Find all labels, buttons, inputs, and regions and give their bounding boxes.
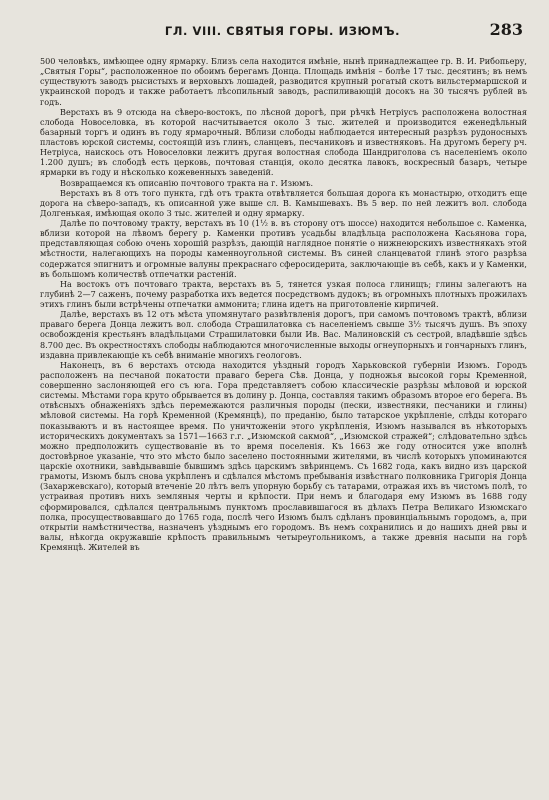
page-number: 283 bbox=[489, 20, 523, 39]
paragraph: Далѣе по почтовому тракту, верстахъ въ 10 (1½ в. въ сторону отъ шоссе) находится небольшое с. Каменка, вблизи которой на лѣвомъ берегу р. Каменки противъ усадьбы владѣльца расположена Касьянова гора, представляющая собою очень хорошій разрѣзъ, дающій наглядное понятіе о нижнеюрскихъ известнякахъ этой мѣстности, налегающихъ на породы каменноугольной системы. Въ синей сланцеватой глинѣ этого разрѣза содержатся эпигнитъ и огромные валуны прекраснаго сферосидерита, заключающіе въ себѣ, какъ и у Каменки, въ большомъ количествѣ отпечатки растеній. bbox=[40, 218, 527, 279]
running-title: ГЛ. VIII. СВЯТЫЯ ГОРЫ. ИЗЮМЪ. bbox=[164, 24, 401, 38]
page-header bbox=[40, 20, 525, 46]
paragraph: Верстахъ въ 9 отсюда на сѣверо-востокъ, по лѣсной дорогѣ, при рѣчкѣ Нетріусъ расположена волостная слобода Новоселовка, въ которой насчитывается около 3 тыс. жителей и производится еженедѣльный базарный торгъ и одинъ въ году ярмарочный. Вблизи слободы наблюдается интересный разрѣзъ рудоносныхъ пластовъ юрской системы, состоящій изъ глинъ, сланцевъ, песчаниковъ и известняковъ. На другомъ берегу рч. Нетріуса, наискось отъ Новоселовки лежитъ другая волостная слобода Шандриголова съ населеніемъ около 1.200 душъ; въ слободѣ есть церковь, почтовая станція, около десятка лавокъ, воскресный базаръ, четыре ярмарки въ году и нѣсколько кожевенныхъ заведеній. bbox=[40, 106, 527, 178]
paragraph: 500 человѣкъ, имѣющее одну ярмарку. Близъ села находится имѣніе, нынѣ принадлежащее гр. В. И. Рибопьеру, „Святыя Горы“, расположенное по обоимъ берегамъ Донца. Площадь имѣнія – болѣе 17 тыс. десятинъ; въ немъ существуютъ заводъ рысистыхъ и верховыхъ лошадей, разводится крупный рогатый скотъ вильстермаршской и украинской породъ и также работаетъ лѣсопильный заводъ, распиливающій досокъ на 30 тысячъ рублей въ годъ. bbox=[40, 56, 527, 107]
paragraph: Возвращаемся къ описанію почтового тракта на г. Изюмъ. bbox=[60, 177, 314, 188]
paragraph: На востокъ отъ почтоваго тракта, верстахъ въ 5, тянется узкая полоса глинищъ; глины залегаютъ на глубинѣ 2—7 саженъ, почему разработка ихъ ведется посредствомъ дудокъ; въ огромныхъ плотныхъ прожилахъ этихъ глинъ были встрѣчены отпечатки аммонита; глина идетъ на приготовленіе кирпичей. bbox=[40, 278, 527, 309]
paragraph: Далѣе, верстахъ въ 12 отъ мѣста упомянутаго развѣтвленія дорогъ, при самомъ почтовомъ трактѣ, вблизи праваго берега Донца лежитъ вол. слобода Страшилатовка съ населеніемъ свыше 3½ тысячъ душъ. Въ эпоху освобожденія крестьянъ владѣльцами Страшилатовки были Ив. Вас. Малиновскій съ сестрой, владѣвшіе здѣсь 8.700 дес. Въ окрестностяхъ слободы наблюдаются многочисленные выходы огнеупорныхъ и гончарныхъ глинъ, издавна привлекающіе къ себѣ вниманіе многихъ геологовъ. bbox=[40, 309, 527, 360]
paragraph: Верстахъ въ 8 отъ того пункта, гдѣ отъ тракта отвѣтвляется большая дорога къ монастырю, отходитъ еще дорога на сѣверо-западъ, къ описанной уже выше сл. В. Камышевахъ. Въ 5 вер. по ней лежитъ вол. слобода Долгенькая, имѣющая около 3 тыс. жителей и одну ярмарку. bbox=[40, 187, 527, 218]
body-text bbox=[40, 56, 527, 552]
paragraph: Наконецъ, въ 6 верстахъ отсюда находится уѣздный городъ Харьковской губерніи Изюмъ. Городъ расположенъ на песчаной покатости праваго берега Сѣв. Донца, у подножья высокой горы Кременной, совершенно заслоняющей его съ юга. Гора представляетъ собою классическіе разрѣзы мѣловой и юрской системы. Мѣстами гора круто обрывается въ долину р. Донца, составляя такимъ образомъ второе его берега. Въ отвѣсныхъ обнаженіяхъ здѣсь перемежаются различныя породы (пески, известняки, песчаники и глины) мѣловой системы. На горѣ Кременной (Кремянцѣ), по преданію, было татарское укрѣпленіе, слѣды котораго показываютъ и въ настоящее время. По уничтоженіи этого укрѣпленія, Изюмъ назывался въ нѣкоторыхъ историческихъ документахъ за 1571—1663 г.г. „Изюмской сакмой“, „Изюмской стражей“; слѣдовательно здѣсь можно предположить существованіе въ то время поселенія. Къ 1663 же году относится уже вполнѣ достовѣрное указаніе, что это мѣсто было заселено постоянными жителями, въ числѣ которыхъ упоминаются царскіе охотники, завѣдывавшіе бывшимъ здѣсь царскимъ звѣринцемъ. Съ 1682 года, какъ видно изъ царской грамоты, Изюмъ былъ снова укрѣпленъ и сдѣлался мѣстомъ пребыванія извѣстнаго полковника Григорія Донца (Захаржевскаго), который втеченіе 20 лѣтъ велъ упорную борьбу съ татарами, отражая ихъ въ чистомъ полѣ, то устраивая противъ нихъ земляныя черты и крѣпости. При немъ и благодаря ему Изюмъ въ 1688 году сформировался, сдѣлался центральнымъ пунктомъ прославившагося въ дѣлахъ Петра Великаго Изюмскаго полка, просуществовавшаго до 1765 года, послѣ чего Изюмъ былъ сдѣланъ провинціальнымъ городомъ, а, при открытіи намѣстничества, назначенъ уѣзднымъ его городомъ. Въ немъ сохранились и до нашихъ дней рвы и валы, нѣкогда окружавшіе крѣпость правильнымъ четыреугольникомъ, а также древнія насыпи на горѣ Кремянцѣ. Жителей въ bbox=[40, 359, 527, 552]
